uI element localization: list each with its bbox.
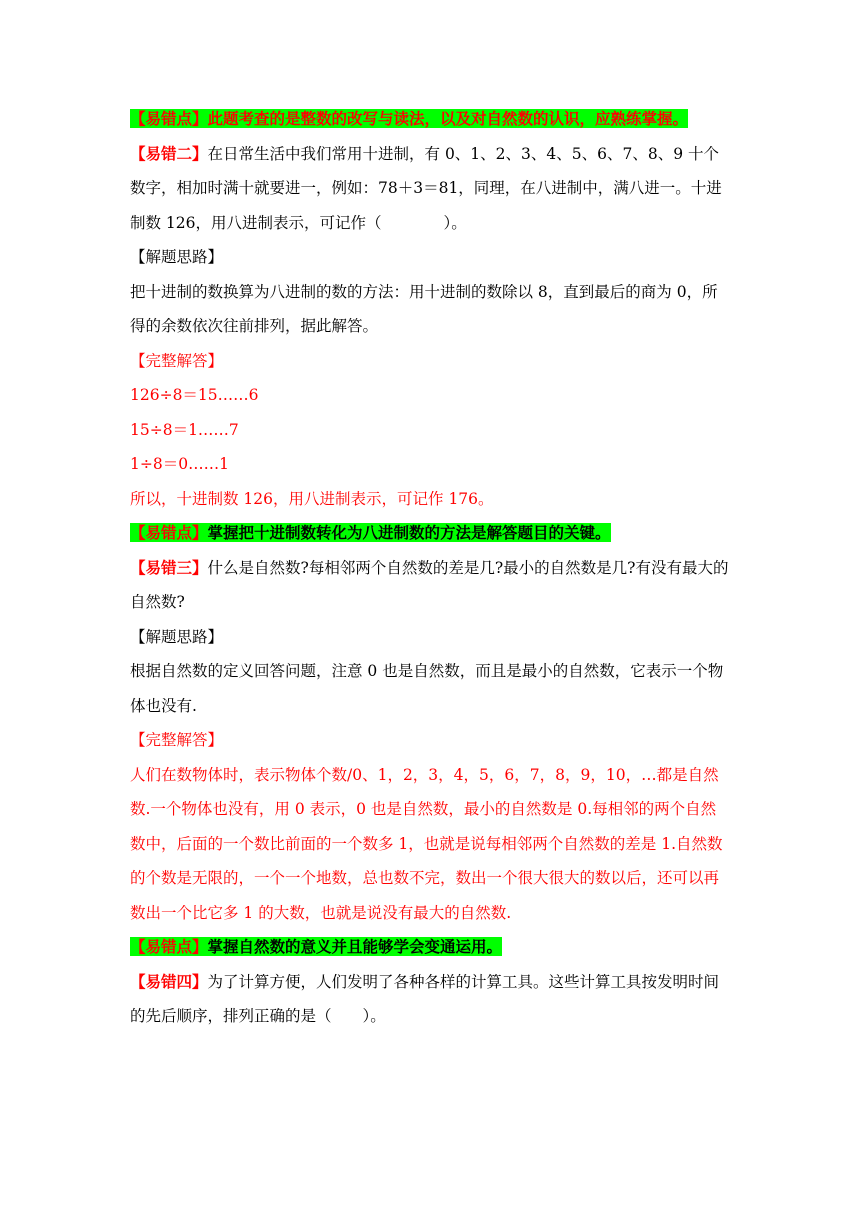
solution-idea-text: 根据自然数的定义回答问题，注意 0 也是自然数，而且是最小的自然数，它表示一个物体也没有. <box>130 662 724 715</box>
solution-idea-text: 把十进制的数换算为八进制的数的方法：用十进制的数除以 8，直到最后的商为 0，所得的余数依次往前排列，据此解答。 <box>130 282 718 335</box>
tip-text: 此题考查的是整数的改写与读法，以及对自然数的认识，应熟练掌握。 <box>207 109 689 128</box>
question-label: 【易错四】 <box>130 971 208 991</box>
answer-paragraph: 人们在数物体时，表示物体个数/0、1，2，3，4，5，6，7，8，9，10，…都是自然数.一个物体也没有，用 0 表示，0 也是自然数，最小的自然数是 0.每相邻的两个自然数中，后面的一个数比前面的一个数多 1，也就是说每相邻两个自然数的差是 1.自然数的个数是无限的，一个一个地数，总也数不完，数出一个很大很大的数以后，还可以再数出一个比它多 1 的大数，也就是说没有最大的自然数. <box>130 765 723 922</box>
solution-idea-heading: 【解题思路】 <box>130 627 224 646</box>
tip-text: 掌握把十进制数转化为八进制数的方法是解答题目的关键。 <box>207 523 611 542</box>
full-answer-heading: 【完整解答】 <box>130 351 224 370</box>
question-2 <box>130 137 730 241</box>
question-text: 什么是自然数?每相邻两个自然数的差是几?最小的自然数是几?有没有最大的自然数? <box>130 558 729 611</box>
question-text: 为了计算方便，人们发明了各种各样的计算工具。这些计算工具按发明时间的先后顺序，排列正确的是（ ）。 <box>130 972 720 1025</box>
highlight-span <box>130 937 502 956</box>
tip-paragraph-1 <box>130 102 730 137</box>
tip-label: 【易错点】 <box>130 937 208 956</box>
solution-idea-heading: 【解题思路】 <box>130 248 224 266</box>
question-label: 【易错二】 <box>130 143 208 163</box>
tip-label: 【易错点】 <box>130 523 208 542</box>
tip-paragraph-2 <box>130 516 730 551</box>
answer-line: 126÷8＝15……6 <box>130 386 259 404</box>
question-4 <box>130 965 730 1034</box>
tip-text: 掌握自然数的意义并且能够学会变通运用。 <box>207 937 503 956</box>
highlight-span <box>130 523 611 542</box>
tip-label: 【易错点】 <box>130 109 208 128</box>
answer-line: 15÷8＝1……7 <box>130 420 239 439</box>
full-answer-heading: 【完整解答】 <box>130 731 224 749</box>
question-3 <box>130 551 730 620</box>
highlight-span <box>130 109 688 128</box>
answer-line: 1÷8＝0……1 <box>130 455 229 473</box>
document-body <box>130 102 730 1034</box>
question-text: 在日常生活中我们常用十进制，有 0、1、2、3、4、5、6、7、8、9 十个数字，相加时满十就要进一，例如：78＋3＝81，同理，在八进制中，满八进一。十进制数 126，用八进制表示，可记作（ ）。 <box>130 144 722 232</box>
answer-line: 所以，十进制数 126，用八进制表示，可记作 176。 <box>130 489 494 508</box>
question-label: 【易错三】 <box>130 557 208 577</box>
tip-paragraph-3 <box>130 930 730 965</box>
